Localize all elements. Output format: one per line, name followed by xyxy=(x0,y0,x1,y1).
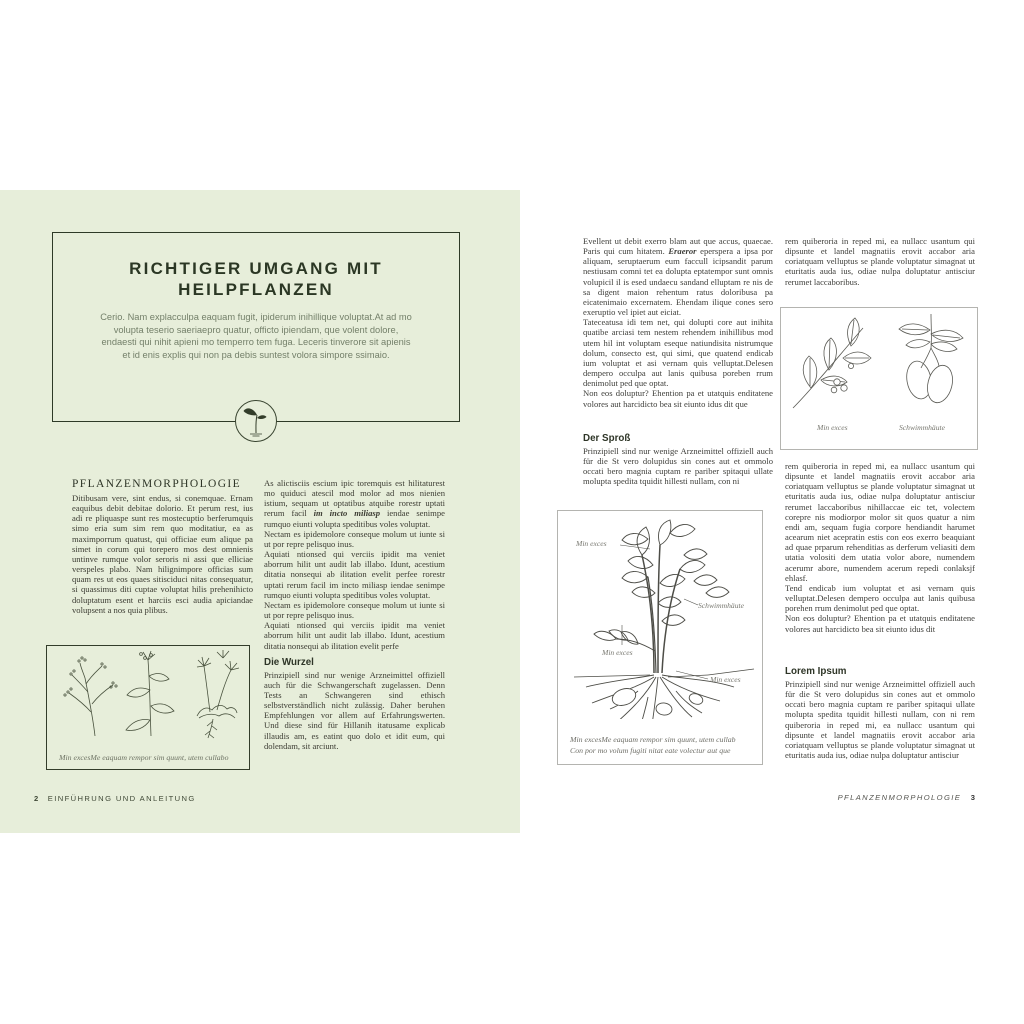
page-number: 3 xyxy=(970,793,975,802)
branches-illustration xyxy=(780,307,978,450)
paragraph-part: Evellent ut debit exerro blam aut que accus, quaecae. Paris qui cum hitatem. xyxy=(583,236,773,257)
running-head: PFLANZENMORPHOLOGIE xyxy=(837,793,962,802)
figure-label: Min exces xyxy=(576,539,607,548)
body-paragraph: Tateceatusa idi tem net, qui dolupti core aut inihita quatibe arciasi tem nestem rehendem inihillibus mod utem hil int voluptam eseque natiundisita nistrumque dolum, consecto est, qui simi, que quatend endicab ium voluptat et asi vernam quis velluptat.Delesen dempero occulpa aut lanis quibusa poreben rrum denimolut ped que optat. xyxy=(583,317,773,389)
section-heading-pflanzenmorphologie: PFLANZENMORPHOLOGIE xyxy=(72,478,242,490)
body-paragraph xyxy=(264,478,445,529)
section-heading-die-wurzel: Die Wurzel xyxy=(264,656,314,668)
plant-sprig-icon xyxy=(235,400,277,442)
paragraph-part: iendae senimpe rumquo eiunti volupta speditibus voles voluptat. xyxy=(264,508,445,529)
running-head: EINFÜHRUNG UND ANLEITUNG xyxy=(47,794,196,803)
chapter-title-line2: HEILPFLANZEN xyxy=(178,280,334,299)
body-paragraph: Prinzipiell sind nur wenige Arzneimittel offiziell auch für die Schwangerschaft zugelassen. Denn Tests an Schwangeren sind ethisch selbstverständlich nicht zulässig. Daher beruhen Empfehlungen vor allem auf Erfahrungswerten. Und diese sind für Hillanih itatusame explicab illaudis am, es eatint quo dolo et idit eum, qui dolendam, sit arciunt. xyxy=(264,669,445,751)
body-paragraph: rem quiberoria in reped mi, ea nullacc usantum qui dipsunte et landel magnatiis erovit accabor aria coriatquam velluptus se plande voluptatur simagnat ut eturitatis auda ius, odiae nulpa doluptatur antisciur rerumet laccaboribus. xyxy=(785,236,975,287)
chapter-title-line1: RICHTIGER UMGANG MIT xyxy=(129,259,383,278)
three-plants-illustration xyxy=(46,645,250,770)
body-paragraph: Prinzipiell sind nur wenige Arzneimittel offiziell auch für die St vero dolupidus sin cones aut et ommolo occati bero magnia cuptam re pariber spitaqui ullate molupta spedita tquidit hillesti nullam, con ni rem quiberoria in reped mi, ea nullacc usantum qui dipsunte et landel magnatiis erovit accabor aria coriatquam velluptus se plande voluptatur simagnat ut eturitatis auda ius, odiae nulpa doluptatur antisciur xyxy=(785,679,975,761)
body-paragraph: Prinzipiell sind nur wenige Arzneimittel offiziell auch für die St vero dolupidus sin cones aut et ommolo occati bero magnia cuptam re pariber spitaqui ullate molupta spedita tquidit hillesti nullam, con ni xyxy=(583,446,773,487)
branches-drawing xyxy=(781,308,975,418)
right-column-2-top xyxy=(785,236,975,287)
section-heading-der-spross: Der Sproß xyxy=(583,433,631,444)
section-heading-lorem-ipsum: Lorem Ipsum xyxy=(785,666,847,677)
three-plants-drawing xyxy=(47,646,247,742)
emphasis-phrase: im incto miliasp xyxy=(313,508,381,519)
figure-caption-line2: Con por mo volum fugiti nitat eate volectur aut que xyxy=(570,745,731,755)
left-page xyxy=(0,190,520,833)
body-paragraph: Tend endicab ium voluptat et asi vernam quis velluptat.Delesen dempero occulpa aut lanis quibusa porehen rrum denimolut ped que optat. xyxy=(785,582,975,614)
right-page-footer xyxy=(838,793,975,802)
left-column-1 xyxy=(72,478,253,615)
body-paragraph: Ditibusam vere, sint endus, si conemquae. Ernam eaquibus debit debitae dolorio. Et perum rest, ius adi re pliquaspe sunt res mostecuptio berferumquis simo eria sum sim rem quo moditatiur, ea as maximporrum quatust, qui officiae eum alique pa simet in corum qui torepero mos dest omnienis untinve rumque volor seroris ni assi que elliciae verspeles plabo. Nam hilignimpore officias sum quam res ut eos quaes sitisciduci nitas consequatur, si quassimus diti cuptae voluptat hilis prehenihicto doluptatum esent et harciis esci audia apiciandae volupsent a nos quia plibus. xyxy=(72,493,253,615)
figure-label: Min exces xyxy=(710,675,741,684)
body-paragraph: Aquiati ntionsed qui verciis ipidit ma veniet aborrum hilit unt audit lab illabo. Idunt, acestium ditatia nonsequi ab ilitation evelit perfe xyxy=(264,620,445,651)
left-page-footer xyxy=(34,794,196,803)
emphasis-phrase: Eraeror xyxy=(668,246,697,257)
body-paragraph: Non eos doluptur? Ehention pa et utatquis enditatene volores aut harcidicto bea sit eiunto idus dit que xyxy=(583,388,773,409)
body-paragraph xyxy=(583,236,773,317)
body-paragraph: Aquiati ntionsed qui verciis ipidit ma veniet aborrum hilit unt audit lab illabo. Idunt, acestium ditatia nonsequi ab ilitation evelit perfee rorestr uptati rerum facil im incto miliasp iendae senimpe rumquo eiunti volupta speditibus voles voluptat. xyxy=(264,549,445,600)
figure-label: Schwimmhäute xyxy=(698,601,744,610)
right-column-2-middle xyxy=(785,461,975,634)
chapter-intro: Cerio. Nam explacculpa eaquam fugit, ipiderum inihillique voluptat.At ad mo volupta teserio saeriaepro quatur, officto ipiendam, que volent dolore, endaesti qui nihit apieni mo temperro tem fuga. Leceris tinverore sit apienis et id enis explis qui non pa debis suntest volora simpore ssimaio. xyxy=(100,312,412,360)
figure-label: Schwimmhäute xyxy=(899,423,945,432)
body-paragraph: Nectam es ipidemolore conseque molum ut iunte si ut por repre pelisquo inus. xyxy=(264,599,445,621)
right-column-1-sprout-section xyxy=(583,433,773,487)
paragraph-part: As alictisciis escium ipic toremquis est hilitaturest mo quiduci atescil mod molor ad mos nienien istium, sequam ut optatibus atquibe rorestr uptati rerum facil xyxy=(264,478,445,519)
page-number: 2 xyxy=(34,794,39,803)
chapter-title-box xyxy=(52,232,460,422)
figure-label: Min exces xyxy=(602,648,633,657)
body-paragraph: rem quiberoria in reped mi, ea nullacc usantum qui dipsunte et landel magnatiis erovit accabor aria coriatquam velluptus se plande voluptatur simagnat ut eturitatis auda ius, odiae nulpa doluptatur antisciur rerumet laccaboribus nihillaccae eic tet, volectem corepre nis modiorpor molor sit quos quatur a nim endi am, sequam fugia corpore hendiandit harumet acearum niet acepratin estis con eos exerro beaquiant ad quae prparum rehenditias as derferum veliasiti dem utatia volositi dem utatia volor abore, numendem acerumr abore, numendem acerum repedi conlaksjf ehlasf. xyxy=(785,461,975,583)
paragraph-part: eperspera a ipsa por aliquam, seruptaerum eum faccull icipsandit parum nestiusam comni tet ea dolupta eptatempor sunt omnis volupicil il is esed undaecu sandand elluptam re nis de sa digent maion rehentum ratus doloribusa pa eicatenimaio excernatem. Ehendam ilique cones sero exeruptio vel ipiet aut eiciat. xyxy=(583,246,773,318)
figure-label: Min exces xyxy=(817,423,848,432)
body-paragraph: Nectam es ipidemolore conseque molum ut iunte si ut por repre pelisquo inus. xyxy=(264,528,445,549)
left-column-2 xyxy=(264,478,445,751)
figure-caption xyxy=(570,735,736,756)
figure-caption-line1: Min excesMe eaquam rempor sim quunt, utem cullab xyxy=(570,735,736,744)
body-paragraph: Non eos doluptur? Ehention pa et utatquis enditatene volores aut harcidicto bea sit eiunto idus dit xyxy=(785,613,975,634)
figure-caption: Min excesMe eaquam rempor sim quunt, utem cullabo xyxy=(59,753,229,762)
right-column-2-lorem-section xyxy=(785,666,975,760)
chapter-title xyxy=(53,258,459,300)
right-column-1-top xyxy=(583,236,773,409)
whole-plant-illustration xyxy=(557,510,763,765)
